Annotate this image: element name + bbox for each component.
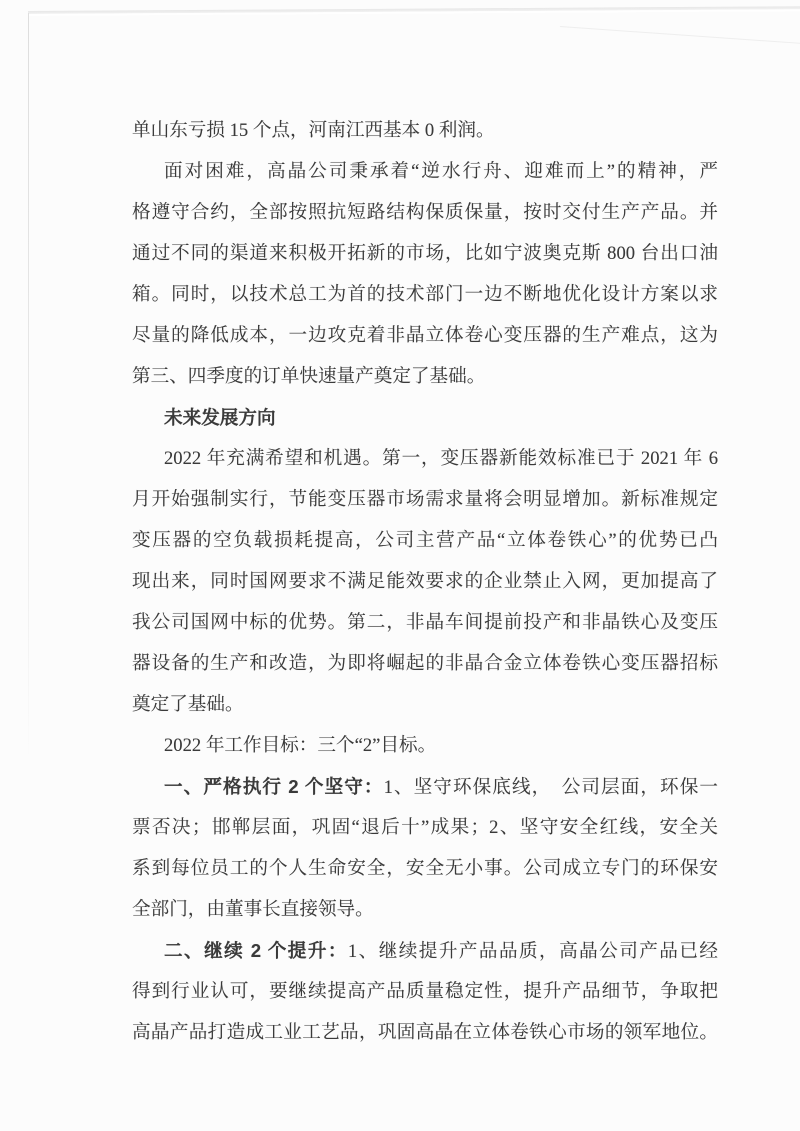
document-line bbox=[132, 397, 718, 438]
text-run: 我公司国网中标的优势。第二，非晶车间提前投产和非晶铁心及变压 bbox=[132, 612, 718, 633]
text-run: 奠定了基础。 bbox=[132, 694, 244, 715]
text-run: 格遵守合约，全部按照抗短路结构保质保量，按时交付生产产品。并 bbox=[132, 202, 718, 223]
text-run: 系到每位员工的个人生命安全，安全无小事。公司成立专门的环保安 bbox=[132, 858, 718, 879]
text-run: 单山东亏损 15 个点，河南江西基本 0 利润。 bbox=[132, 120, 495, 141]
text-run-bold: 未来发展方向 bbox=[164, 407, 276, 428]
text-run: 得到行业认可，要继续提高产品质量稳定性，提升产品细节，争取把 bbox=[132, 981, 718, 1002]
text-run: 器设备的生产和改造，为即将崛起的非晶合金立体卷铁心变压器招标 bbox=[132, 653, 718, 674]
document-line bbox=[132, 192, 718, 233]
document-line bbox=[132, 766, 718, 807]
document-line bbox=[132, 725, 718, 766]
document-line bbox=[132, 807, 718, 848]
text-run: 2022 年充满希望和机遇。第一，变压器新能效标准已于 2021 年 6 bbox=[164, 448, 718, 469]
text-run-bold: 一、严格执行 2 个坚守： bbox=[164, 776, 384, 797]
document-line bbox=[132, 356, 718, 397]
document-line bbox=[132, 151, 718, 192]
text-run-bold: 二、继续 2 个提升： bbox=[164, 940, 348, 961]
text-run: 面对困难，高晶公司秉承着“逆水行舟、迎难而上”的精神，严 bbox=[164, 161, 718, 182]
text-run: 箱。同时，以技术总工为首的技术部门一边不断地优化设计方案以求 bbox=[132, 284, 718, 305]
document-line bbox=[132, 438, 718, 479]
document-body bbox=[132, 110, 718, 1053]
text-run: 变压器的空负载损耗提高，公司主营产品“立体卷铁心”的优势已凸 bbox=[132, 530, 718, 551]
text-run: 高晶产品打造成工业工艺品，巩固高晶在立体卷铁心市场的领军地位。 bbox=[132, 1022, 718, 1043]
document-line bbox=[132, 930, 718, 971]
text-run: 尽量的降低成本，一边攻克着非晶立体卷心变压器的生产难点，这为 bbox=[132, 325, 718, 346]
document-line bbox=[132, 315, 718, 356]
scan-paper-top-edge bbox=[28, 6, 800, 16]
document-line bbox=[132, 889, 718, 930]
text-run: 票否决；邯郸层面，巩固“退后十”成果；2、坚守安全红线，安全关 bbox=[132, 817, 718, 838]
text-run: 现出来，同时国网要求不满足能效要求的企业禁止入网，更加提高了 bbox=[132, 571, 718, 592]
document-line bbox=[132, 1012, 718, 1053]
document-line bbox=[132, 684, 718, 725]
document-line bbox=[132, 274, 718, 315]
text-run: 通过不同的渠道来积极开拓新的市场，比如宁波奥克斯 800 台出口油 bbox=[132, 243, 718, 264]
text-run: 全部门，由董事长直接领导。 bbox=[132, 899, 374, 920]
document-line bbox=[132, 561, 718, 602]
scan-paper-left-edge bbox=[28, 13, 29, 763]
text-run: 1、继续提升产品品质，高晶公司产品已经 bbox=[347, 941, 718, 962]
document-line bbox=[132, 971, 718, 1012]
document-line bbox=[132, 479, 718, 520]
text-run: 1、坚守环保底线， 公司层面，环保一 bbox=[383, 777, 718, 798]
text-run: 第三、四季度的订单快速量产奠定了基础。 bbox=[132, 366, 486, 387]
document-line bbox=[132, 643, 718, 684]
document-line bbox=[132, 848, 718, 889]
document-line bbox=[132, 110, 718, 151]
document-line bbox=[132, 520, 718, 561]
document-line bbox=[132, 602, 718, 643]
document-line bbox=[132, 233, 718, 274]
scan-paper-corner-crease bbox=[560, 26, 800, 44]
text-run: 2022 年工作目标：三个“2”目标。 bbox=[164, 735, 437, 756]
text-run: 月开始强制实行，节能变压器市场需求量将会明显增加。新标准规定 bbox=[132, 489, 718, 510]
